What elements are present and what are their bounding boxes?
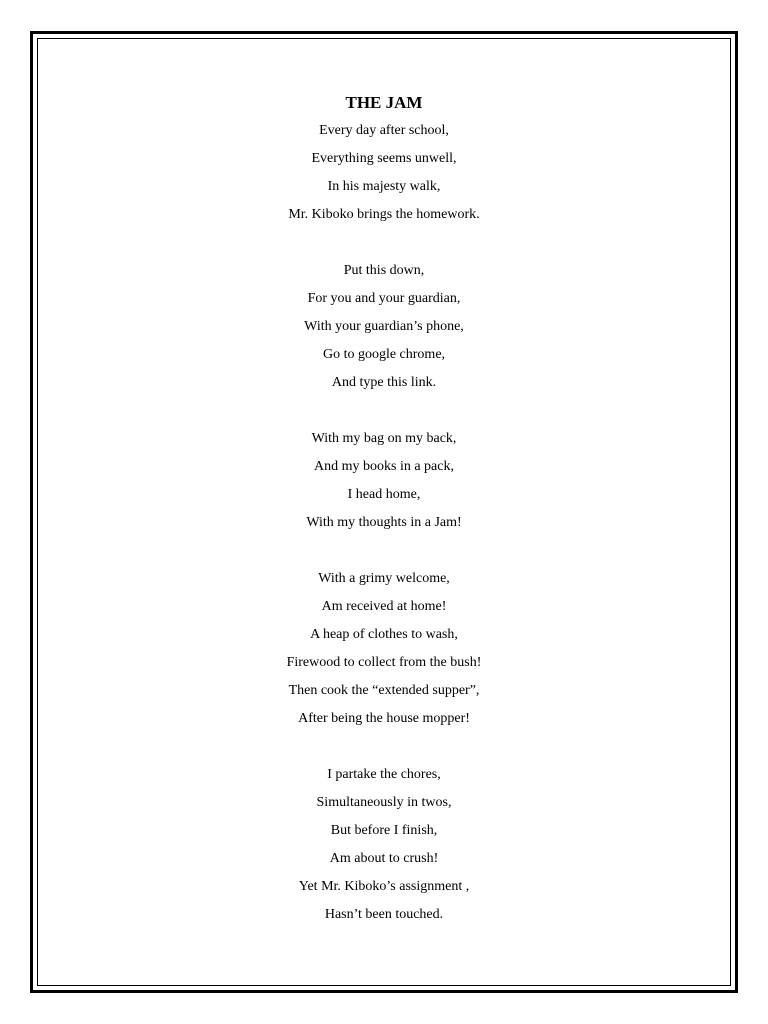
stanza-4 bbox=[0, 565, 768, 733]
poem-line: Mr. Kiboko brings the homework. bbox=[288, 207, 480, 222]
stanza-2 bbox=[0, 257, 768, 397]
poem-line: Am about to crush! bbox=[329, 851, 439, 866]
poem-line: Go to google chrome, bbox=[322, 347, 446, 362]
poem-line: With my bag on my back, bbox=[311, 431, 457, 446]
poem-line: I partake the chores, bbox=[327, 767, 441, 782]
poem-line: I head home, bbox=[347, 487, 421, 502]
poem-line: And type this link. bbox=[331, 375, 437, 390]
poem-line: Every day after school, bbox=[319, 123, 449, 138]
poem-line: Am received at home! bbox=[321, 599, 447, 614]
poem-line: And my books in a pack, bbox=[314, 459, 454, 474]
poem-line: With a grimy welcome, bbox=[318, 571, 450, 586]
poem-line: After being the house mopper! bbox=[298, 711, 470, 726]
stanza-1 bbox=[0, 117, 768, 229]
poem-line: Simultaneously in twos, bbox=[316, 795, 452, 810]
poem-line: Everything seems unwell, bbox=[311, 151, 457, 166]
poem-line: But before I finish, bbox=[330, 823, 438, 838]
stanza-3 bbox=[0, 425, 768, 537]
poem-line: In his majesty walk, bbox=[327, 179, 441, 194]
poem-title: THE JAM bbox=[345, 93, 423, 112]
poem-line: With my thoughts in a Jam! bbox=[306, 515, 462, 530]
poem-line: A heap of clothes to wash, bbox=[310, 627, 458, 642]
poem-line: Firewood to collect from the bush! bbox=[286, 655, 482, 670]
poem-line: Put this down, bbox=[343, 263, 425, 278]
poem-line: With your guardian’s phone, bbox=[304, 319, 464, 334]
poem-line: Hasn’t been touched. bbox=[324, 907, 444, 922]
poem-line: For you and your guardian, bbox=[307, 291, 461, 306]
poem bbox=[0, 91, 768, 957]
poem-line: Then cook the “extended supper”, bbox=[288, 683, 480, 698]
poem-line: Yet Mr. Kiboko’s assignment , bbox=[298, 879, 470, 894]
stanza-5 bbox=[0, 761, 768, 929]
